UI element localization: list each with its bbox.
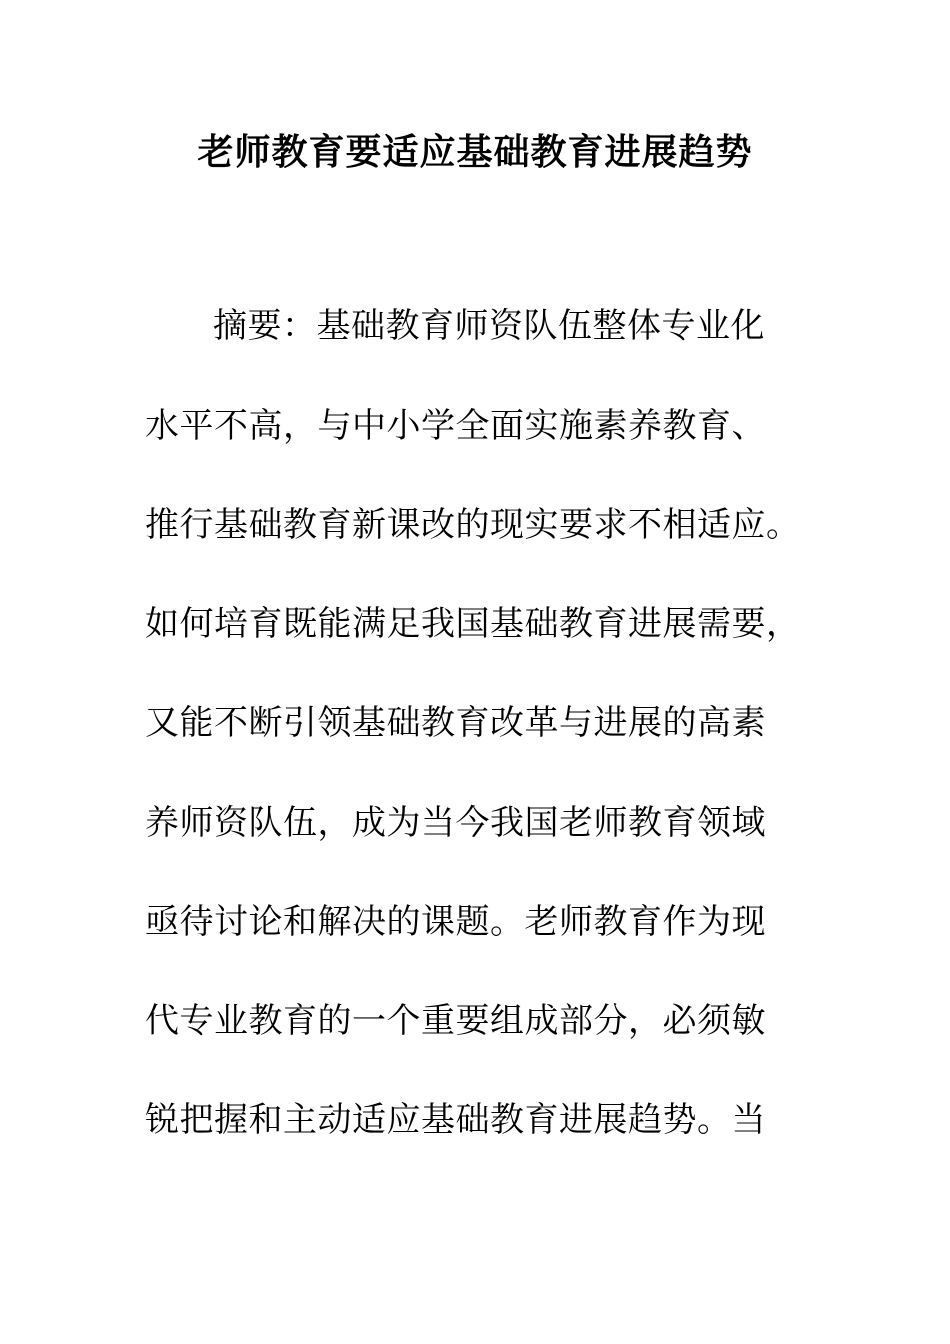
- abstract-line-3: 推行基础教育新课改的现实要求不相适应。: [145, 505, 801, 545]
- abstract-line-2: 水平不高，与中小学全面实施素养教育、: [145, 406, 766, 446]
- abstract-line-5: 又能不断引领基础教育改革与进展的高素: [145, 703, 766, 743]
- abstract-line-4: 如何培育既能满足我国基础教育进展需要，: [145, 604, 801, 644]
- abstract-line-7: 亟待讨论和解决的课题。老师教育作为现: [145, 902, 766, 942]
- abstract-line-1: 摘要：基础教育师资队伍整体专业化: [213, 306, 765, 346]
- abstract-line-8: 代专业教育的一个重要组成部分，必须敏: [145, 1001, 766, 1041]
- document-title: 老师教育要适应基础教育进展趋势: [197, 132, 753, 173]
- abstract-line-6: 养师资队伍，成为当今我国老师教育领域: [145, 803, 766, 843]
- abstract-line-9: 锐把握和主动适应基础教育进展趋势。当: [145, 1100, 766, 1140]
